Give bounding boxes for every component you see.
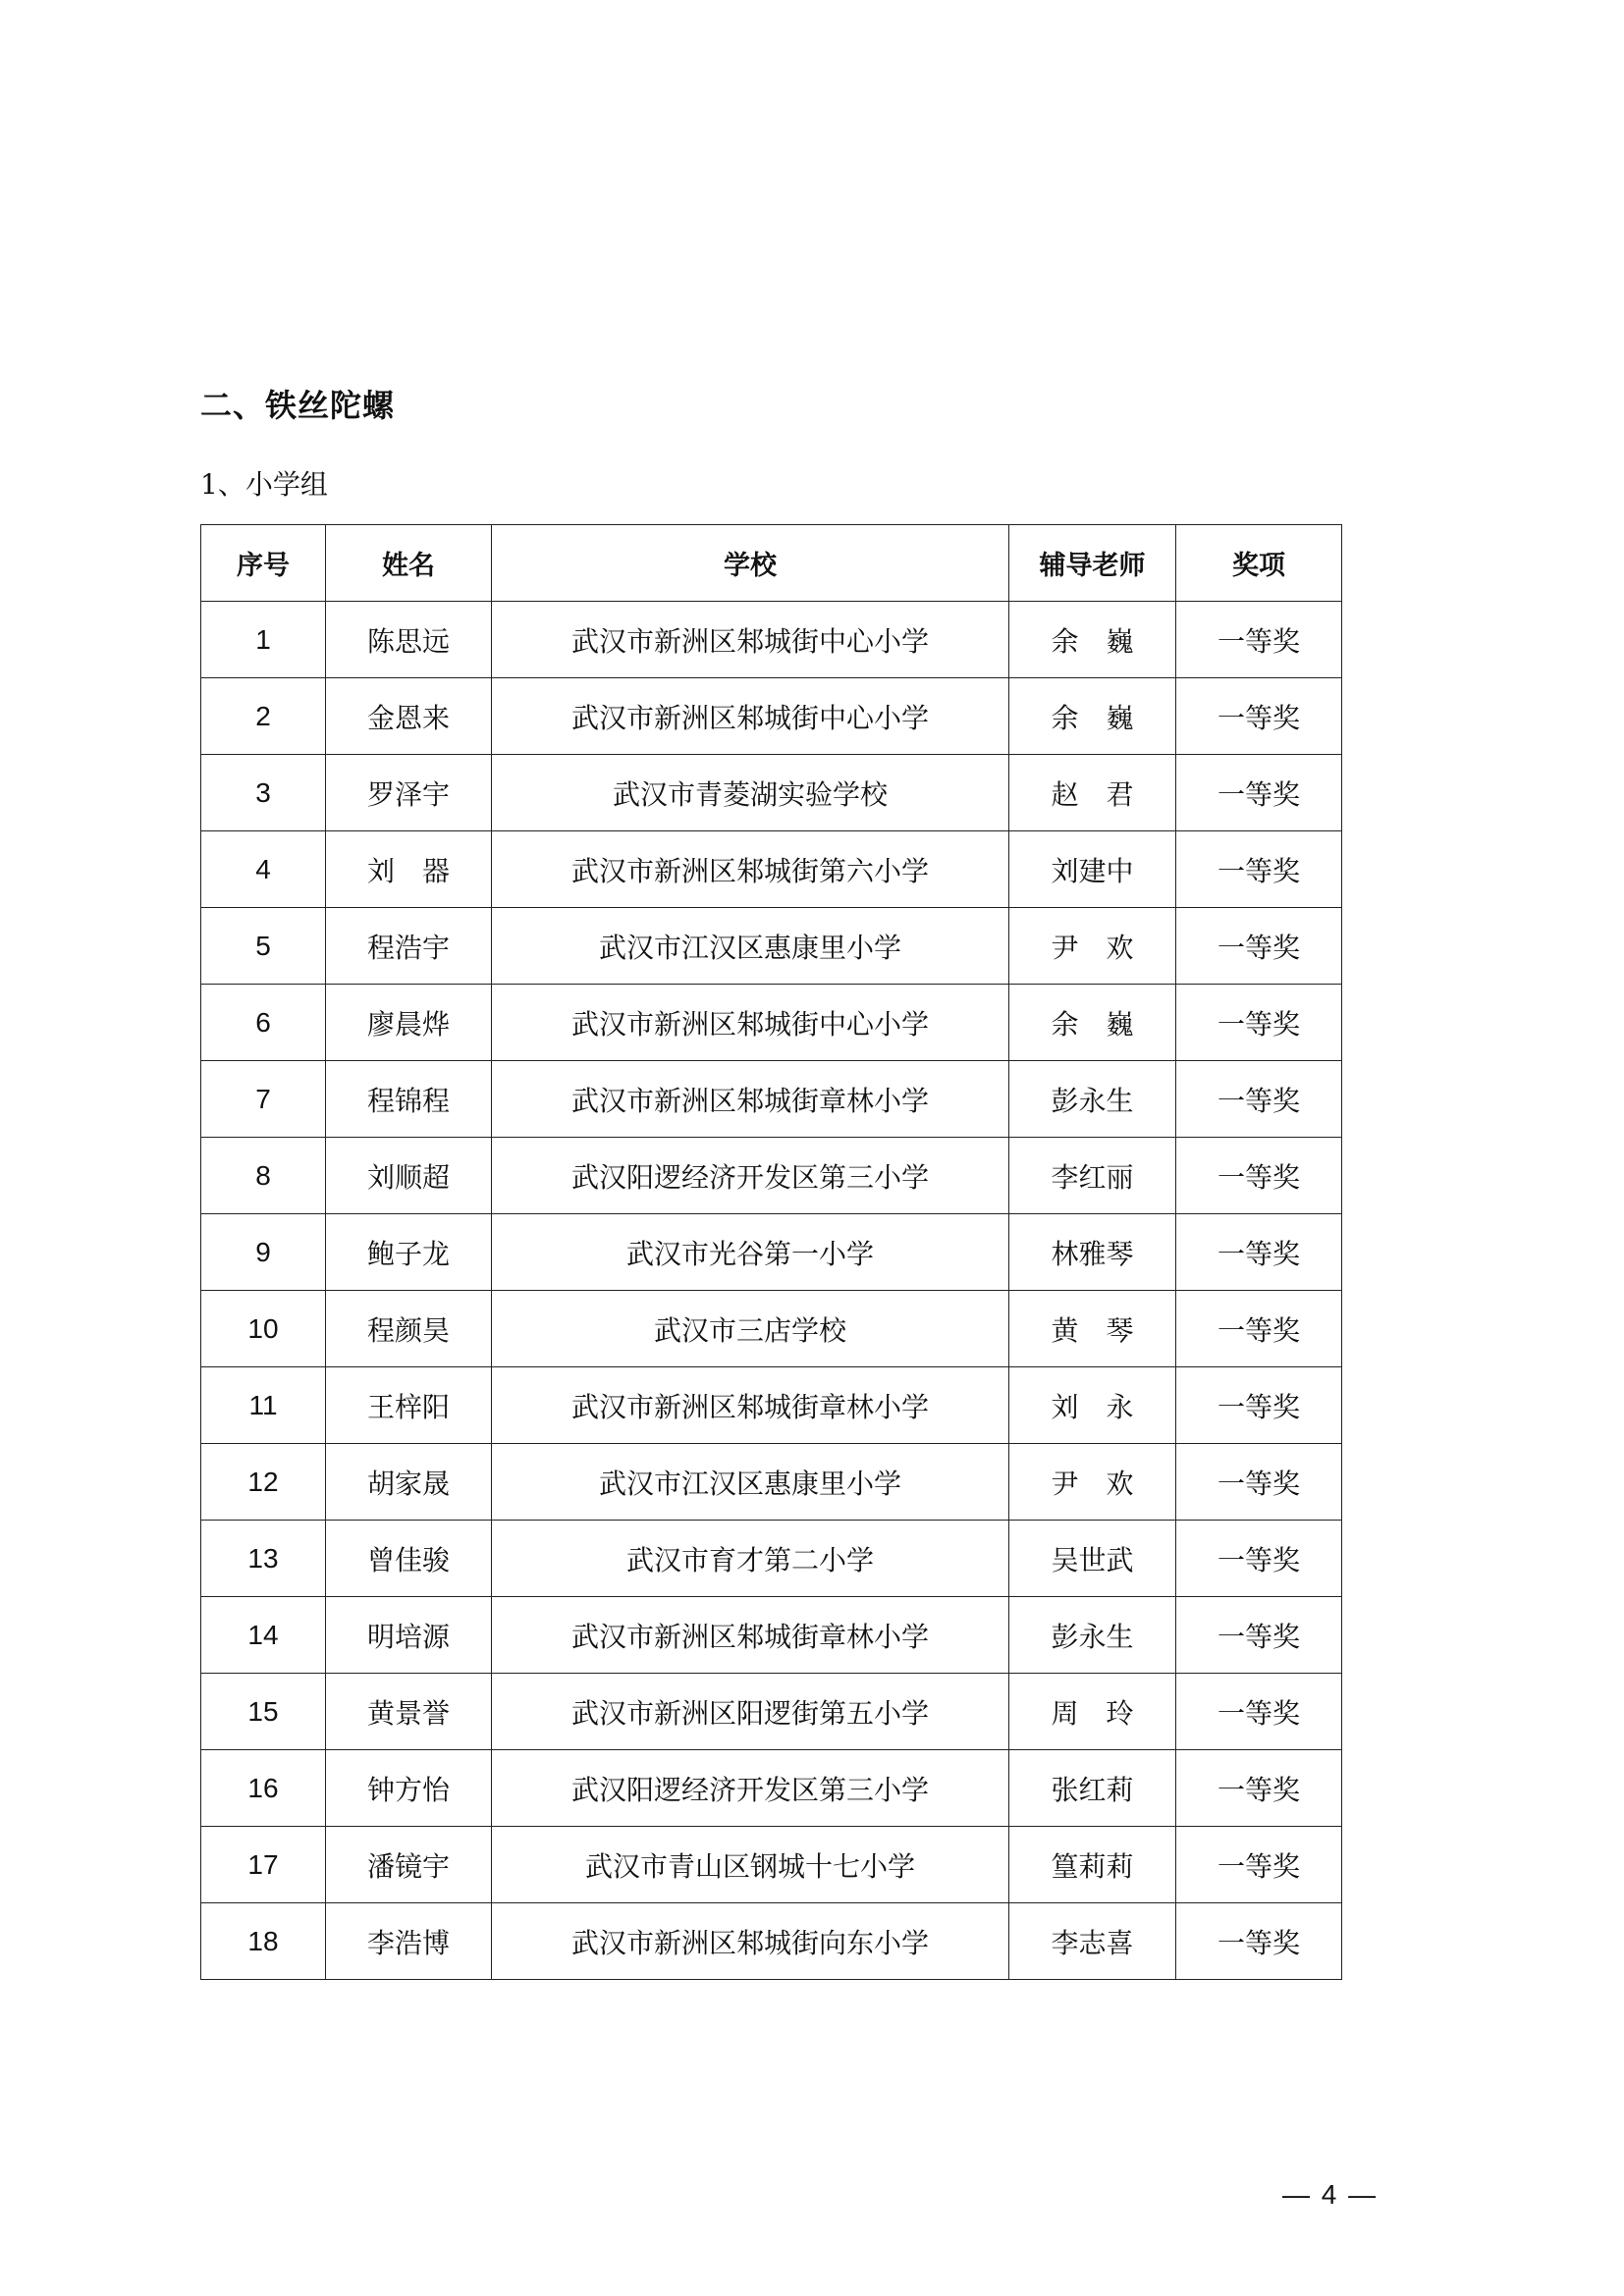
cell-school: 武汉市江汉区惠康里小学 (492, 1444, 1009, 1521)
header-teacher: 辅导老师 (1009, 525, 1176, 602)
table-row (201, 831, 1342, 908)
cell-school: 武汉市新洲区阳逻街第五小学 (492, 1674, 1009, 1750)
cell-teacher: 李志喜 (1009, 1903, 1176, 1980)
table-row (201, 1214, 1342, 1291)
cell-name: 陈思远 (326, 602, 492, 678)
cell-teacher: 刘建中 (1009, 831, 1176, 908)
cell-teacher: 林雅琴 (1009, 1214, 1176, 1291)
cell-award: 一等奖 (1176, 1291, 1342, 1367)
header-award: 奖项 (1176, 525, 1342, 602)
cell-no: 2 (201, 678, 326, 755)
cell-no: 1 (201, 602, 326, 678)
award-table (200, 524, 1342, 1980)
table-row (201, 1674, 1342, 1750)
cell-name: 钟方怡 (326, 1750, 492, 1827)
cell-school: 武汉市育才第二小学 (492, 1521, 1009, 1597)
cell-name: 潘镜宇 (326, 1827, 492, 1903)
cell-no: 3 (201, 755, 326, 831)
cell-name: 程颜昊 (326, 1291, 492, 1367)
cell-name: 黄景誉 (326, 1674, 492, 1750)
cell-school: 武汉市新洲区邾城街中心小学 (492, 678, 1009, 755)
section-title: 二、铁丝陀螺 (200, 387, 396, 424)
cell-award: 一等奖 (1176, 908, 1342, 985)
cell-name: 罗泽宇 (326, 755, 492, 831)
cell-award: 一等奖 (1176, 1444, 1342, 1521)
table-header-row (201, 525, 1342, 602)
cell-award: 一等奖 (1176, 1521, 1342, 1597)
table-row (201, 1827, 1342, 1903)
table-row (201, 755, 1342, 831)
cell-award: 一等奖 (1176, 678, 1342, 755)
cell-teacher: 尹 欢 (1009, 908, 1176, 985)
cell-school: 武汉阳逻经济开发区第三小学 (492, 1138, 1009, 1214)
table-row (201, 1291, 1342, 1367)
cell-school: 武汉市新洲区邾城街章林小学 (492, 1597, 1009, 1674)
cell-name: 金恩来 (326, 678, 492, 755)
cell-name: 鲍子龙 (326, 1214, 492, 1291)
cell-school: 武汉市新洲区邾城街第六小学 (492, 831, 1009, 908)
cell-no: 7 (201, 1061, 326, 1138)
cell-name: 廖晨烨 (326, 985, 492, 1061)
table-row (201, 1903, 1342, 1980)
subsection-title: 1、小学组 (200, 468, 328, 501)
table-row (201, 602, 1342, 678)
cell-award: 一等奖 (1176, 831, 1342, 908)
cell-award: 一等奖 (1176, 1214, 1342, 1291)
cell-teacher: 刘 永 (1009, 1367, 1176, 1444)
table-row (201, 1138, 1342, 1214)
cell-award: 一等奖 (1176, 1138, 1342, 1214)
cell-award: 一等奖 (1176, 755, 1342, 831)
cell-school: 武汉市新洲区邾城街向东小学 (492, 1903, 1009, 1980)
cell-school: 武汉市三店学校 (492, 1291, 1009, 1367)
cell-teacher: 余 巍 (1009, 678, 1176, 755)
cell-no: 9 (201, 1214, 326, 1291)
page-number: — 4 — (1282, 2179, 1379, 2210)
cell-teacher: 黄 琴 (1009, 1291, 1176, 1367)
cell-name: 刘顺超 (326, 1138, 492, 1214)
cell-school: 武汉市青菱湖实验学校 (492, 755, 1009, 831)
table-header (201, 525, 1342, 602)
cell-award: 一等奖 (1176, 1827, 1342, 1903)
cell-teacher: 彭永生 (1009, 1061, 1176, 1138)
table-row (201, 1521, 1342, 1597)
cell-teacher: 篁莉莉 (1009, 1827, 1176, 1903)
cell-teacher: 余 巍 (1009, 985, 1176, 1061)
cell-name: 明培源 (326, 1597, 492, 1674)
header-name: 姓名 (326, 525, 492, 602)
cell-teacher: 张红莉 (1009, 1750, 1176, 1827)
cell-no: 18 (201, 1903, 326, 1980)
cell-teacher: 李红丽 (1009, 1138, 1176, 1214)
cell-school: 武汉市新洲区邾城街章林小学 (492, 1061, 1009, 1138)
cell-name: 胡家晟 (326, 1444, 492, 1521)
cell-no: 17 (201, 1827, 326, 1903)
cell-teacher: 余 巍 (1009, 602, 1176, 678)
cell-teacher: 周 玲 (1009, 1674, 1176, 1750)
cell-award: 一等奖 (1176, 1750, 1342, 1827)
table-row (201, 1597, 1342, 1674)
cell-award: 一等奖 (1176, 985, 1342, 1061)
header-school: 学校 (492, 525, 1009, 602)
cell-name: 程浩宇 (326, 908, 492, 985)
cell-award: 一等奖 (1176, 1367, 1342, 1444)
table-row (201, 1444, 1342, 1521)
table-row (201, 1061, 1342, 1138)
cell-no: 15 (201, 1674, 326, 1750)
cell-award: 一等奖 (1176, 1674, 1342, 1750)
cell-teacher: 尹 欢 (1009, 1444, 1176, 1521)
cell-no: 5 (201, 908, 326, 985)
cell-school: 武汉市新洲区邾城街章林小学 (492, 1367, 1009, 1444)
table-body (201, 602, 1342, 1980)
cell-teacher: 吴世武 (1009, 1521, 1176, 1597)
cell-no: 6 (201, 985, 326, 1061)
table-row (201, 678, 1342, 755)
table-row (201, 1750, 1342, 1827)
cell-no: 13 (201, 1521, 326, 1597)
header-no: 序号 (201, 525, 326, 602)
cell-no: 10 (201, 1291, 326, 1367)
cell-no: 14 (201, 1597, 326, 1674)
cell-no: 12 (201, 1444, 326, 1521)
cell-name: 李浩博 (326, 1903, 492, 1980)
cell-school: 武汉市光谷第一小学 (492, 1214, 1009, 1291)
table-row (201, 1367, 1342, 1444)
table-row (201, 985, 1342, 1061)
table-row (201, 908, 1342, 985)
cell-name: 王梓阳 (326, 1367, 492, 1444)
cell-name: 刘 器 (326, 831, 492, 908)
cell-name: 曾佳骏 (326, 1521, 492, 1597)
cell-school: 武汉市江汉区惠康里小学 (492, 908, 1009, 985)
cell-school: 武汉市新洲区邾城街中心小学 (492, 985, 1009, 1061)
cell-no: 8 (201, 1138, 326, 1214)
cell-no: 16 (201, 1750, 326, 1827)
cell-award: 一等奖 (1176, 602, 1342, 678)
cell-no: 4 (201, 831, 326, 908)
cell-name: 程锦程 (326, 1061, 492, 1138)
cell-school: 武汉阳逻经济开发区第三小学 (492, 1750, 1009, 1827)
cell-school: 武汉市新洲区邾城街中心小学 (492, 602, 1009, 678)
cell-award: 一等奖 (1176, 1903, 1342, 1980)
cell-award: 一等奖 (1176, 1597, 1342, 1674)
cell-no: 11 (201, 1367, 326, 1444)
cell-teacher: 赵 君 (1009, 755, 1176, 831)
cell-award: 一等奖 (1176, 1061, 1342, 1138)
cell-teacher: 彭永生 (1009, 1597, 1176, 1674)
cell-school: 武汉市青山区钢城十七小学 (492, 1827, 1009, 1903)
